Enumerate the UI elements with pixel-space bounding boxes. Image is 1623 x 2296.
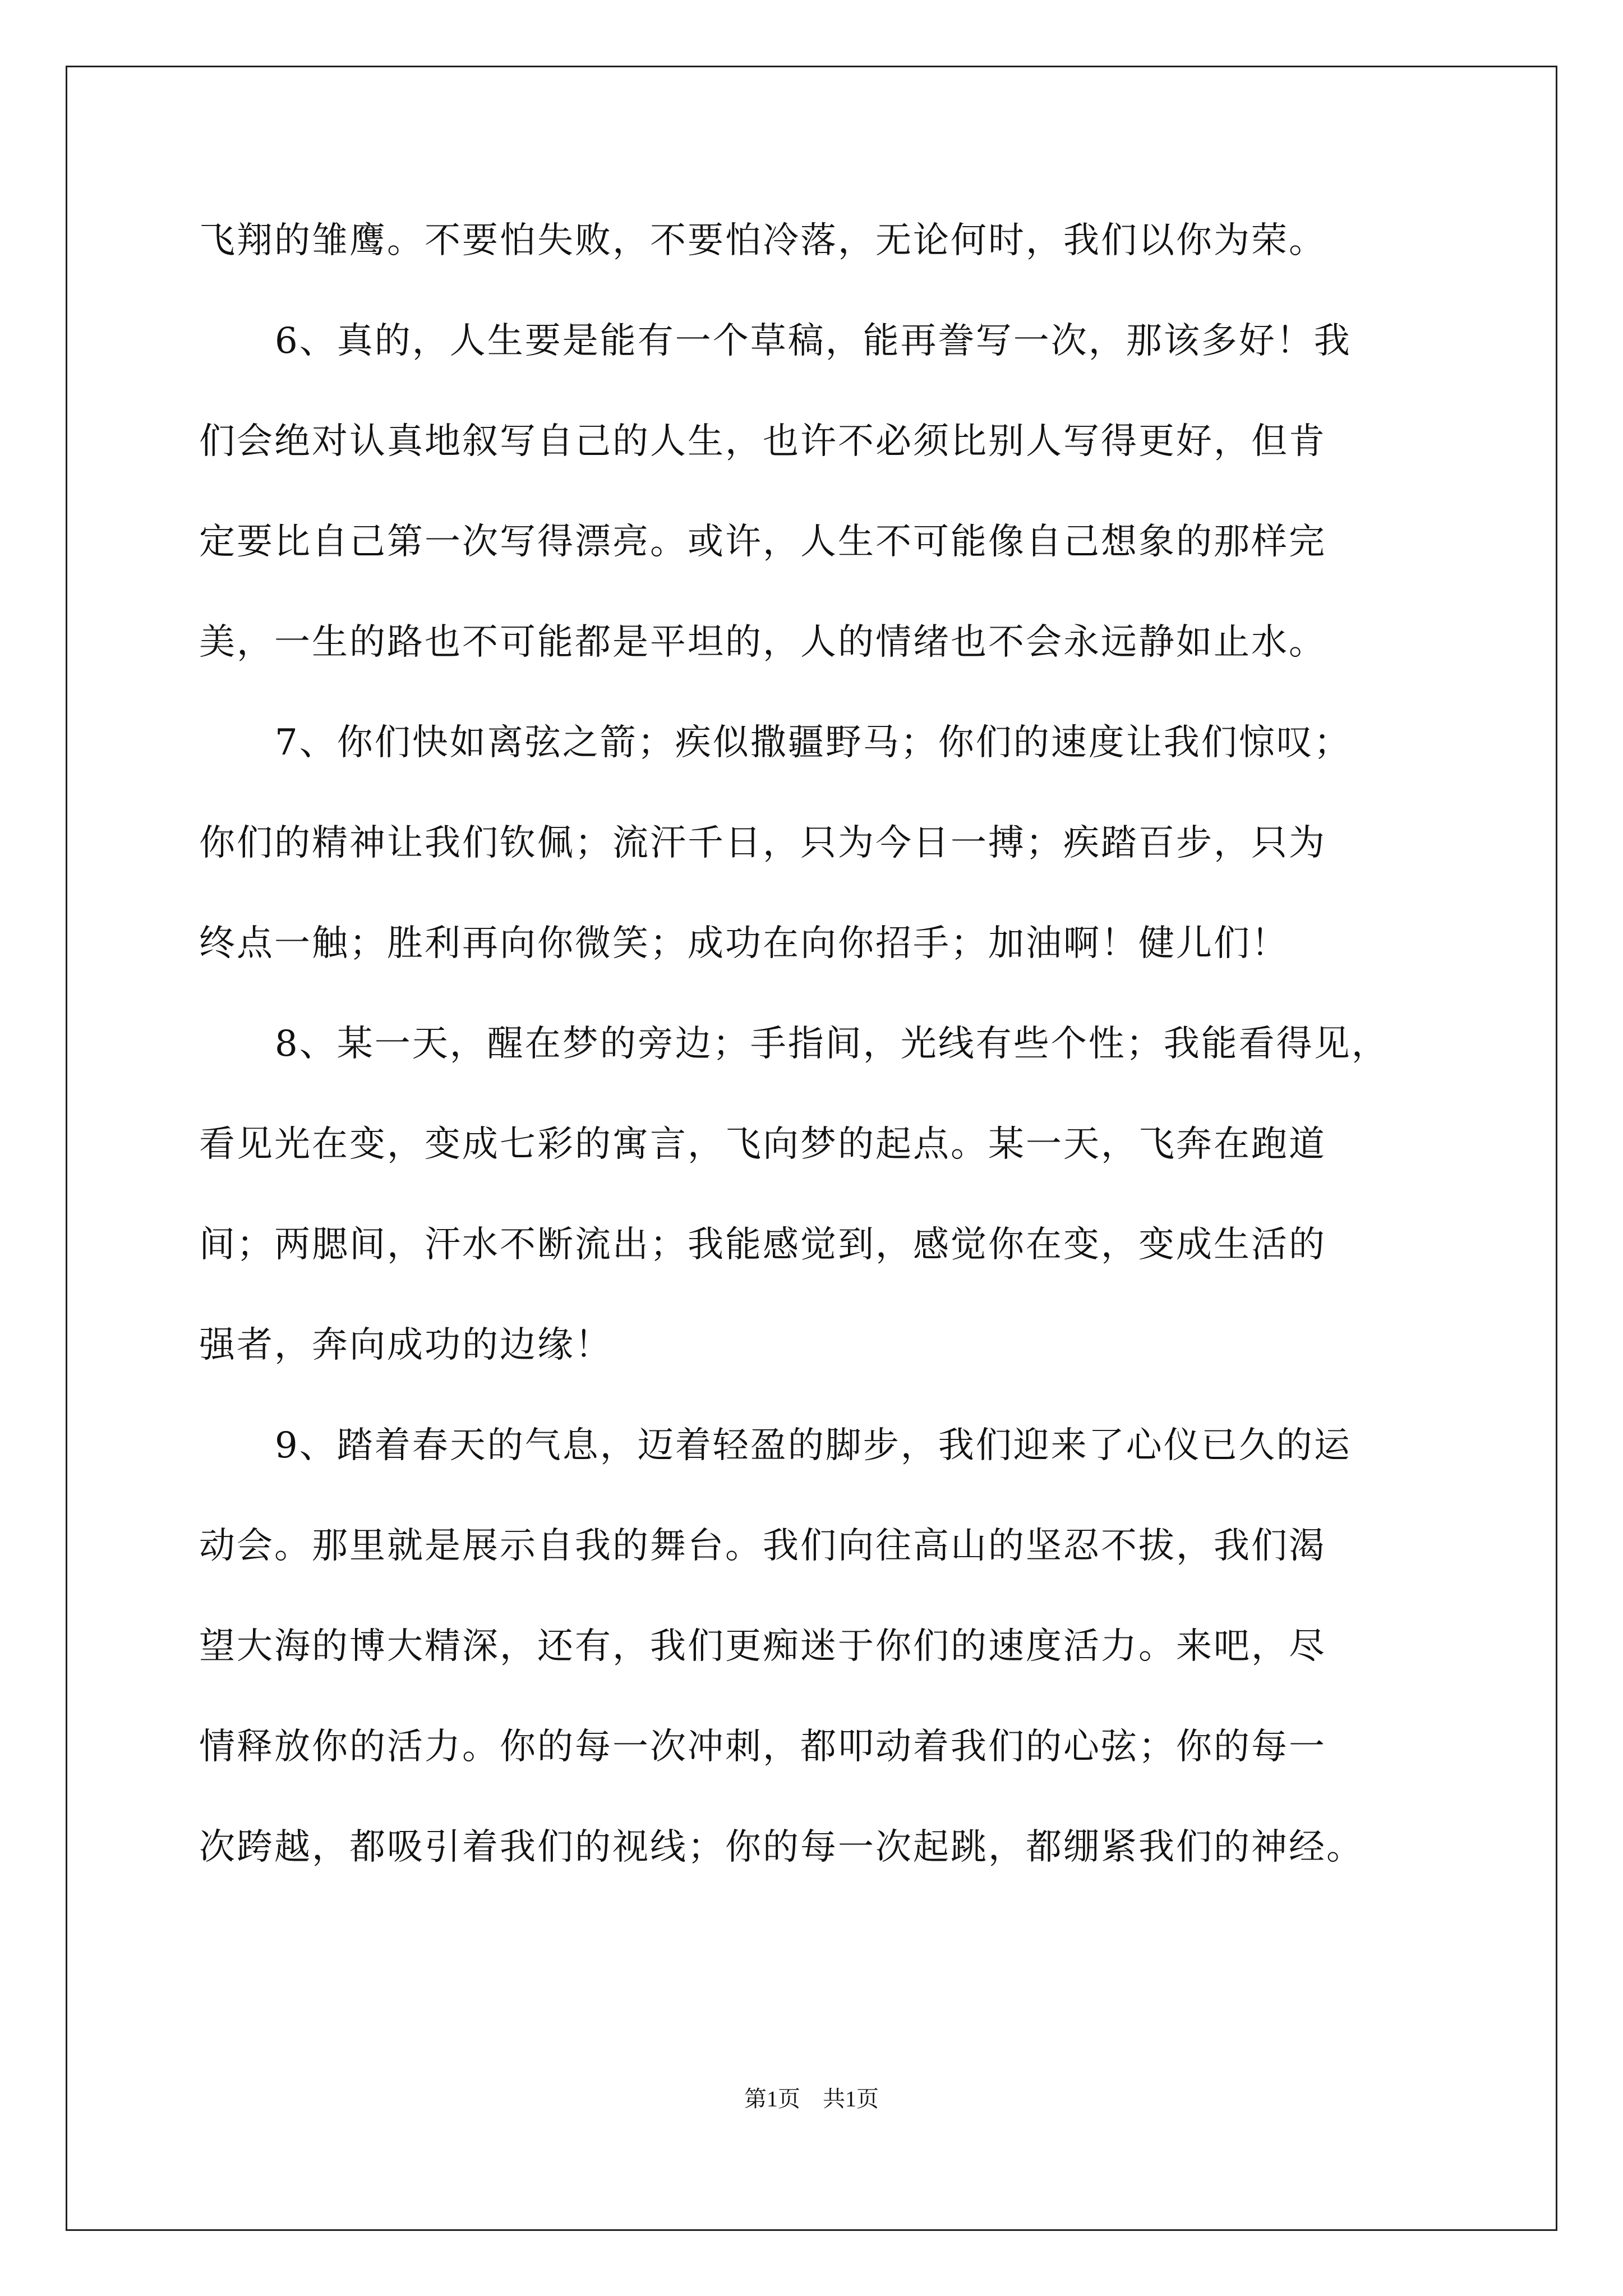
text-line: 们会绝对认真地叙写自己的人生，也许不必须比别人写得更好，但肯 — [199, 421, 1326, 462]
text-line: 动会。那里就是展示自我的舞台。我们向往高山的坚忍不拔，我们渴 — [199, 1525, 1326, 1567]
document-body — [199, 191, 1438, 1898]
text-line: 情释放你的活力。你的每一次冲刺，都叩动着我们的心弦；你的每一 — [199, 1726, 1326, 1768]
text-line: 飞翔的雏鹰。不要怕失败，不要怕冷落，无论何时，我们以你为荣。 — [199, 220, 1326, 261]
page-footer — [0, 2081, 1623, 2113]
text-line: 7、你们快如离弦之箭；疾似撒疆野马；你们的速度让我们惊叹； — [275, 722, 1352, 763]
page-number-current: 第1页 — [744, 2086, 800, 2111]
text-line: 间；两腮间，汗水不断流出；我能感觉到，感觉你在变，变成生活的 — [199, 1224, 1326, 1266]
text-line: 8、某一天，醒在梦的旁边；手指间，光线有些个性；我能看得见， — [275, 1023, 1389, 1065]
text-line: 次跨越，都吸引着我们的视线；你的每一次起跳，都绷紧我们的神经。 — [199, 1826, 1364, 1868]
text-line: 9、踏着春天的气息，迈着轻盈的脚步，我们迎来了心仪已久的运 — [275, 1425, 1352, 1466]
page-number-total: 共1页 — [823, 2086, 879, 2111]
text-line: 美，一生的路也不可能都是平坦的，人的情绪也不会永远静如止水。 — [199, 622, 1326, 663]
text-line: 定要比自己第一次写得漂亮。或许，人生不可能像自己想象的那样完 — [199, 521, 1326, 563]
text-line: 你们的精神让我们钦佩；流汗千日，只为今日一搏；疾踏百步，只为 — [199, 822, 1326, 864]
text-line: 6、真的，人生要是能有一个草稿，能再誊写一次，那该多好！我 — [275, 320, 1352, 362]
text-line: 强者，奔向成功的边缘！ — [199, 1324, 612, 1366]
text-line: 看见光在变，变成七彩的寓言，飞向梦的起点。某一天，飞奔在跑道 — [199, 1124, 1326, 1165]
text-line: 望大海的博大精深，还有，我们更痴迷于你们的速度活力。来吧，尽 — [199, 1626, 1326, 1667]
text-line: 终点一触；胜利再向你微笑；成功在向你招手；加油啊！健儿们！ — [199, 923, 1289, 964]
